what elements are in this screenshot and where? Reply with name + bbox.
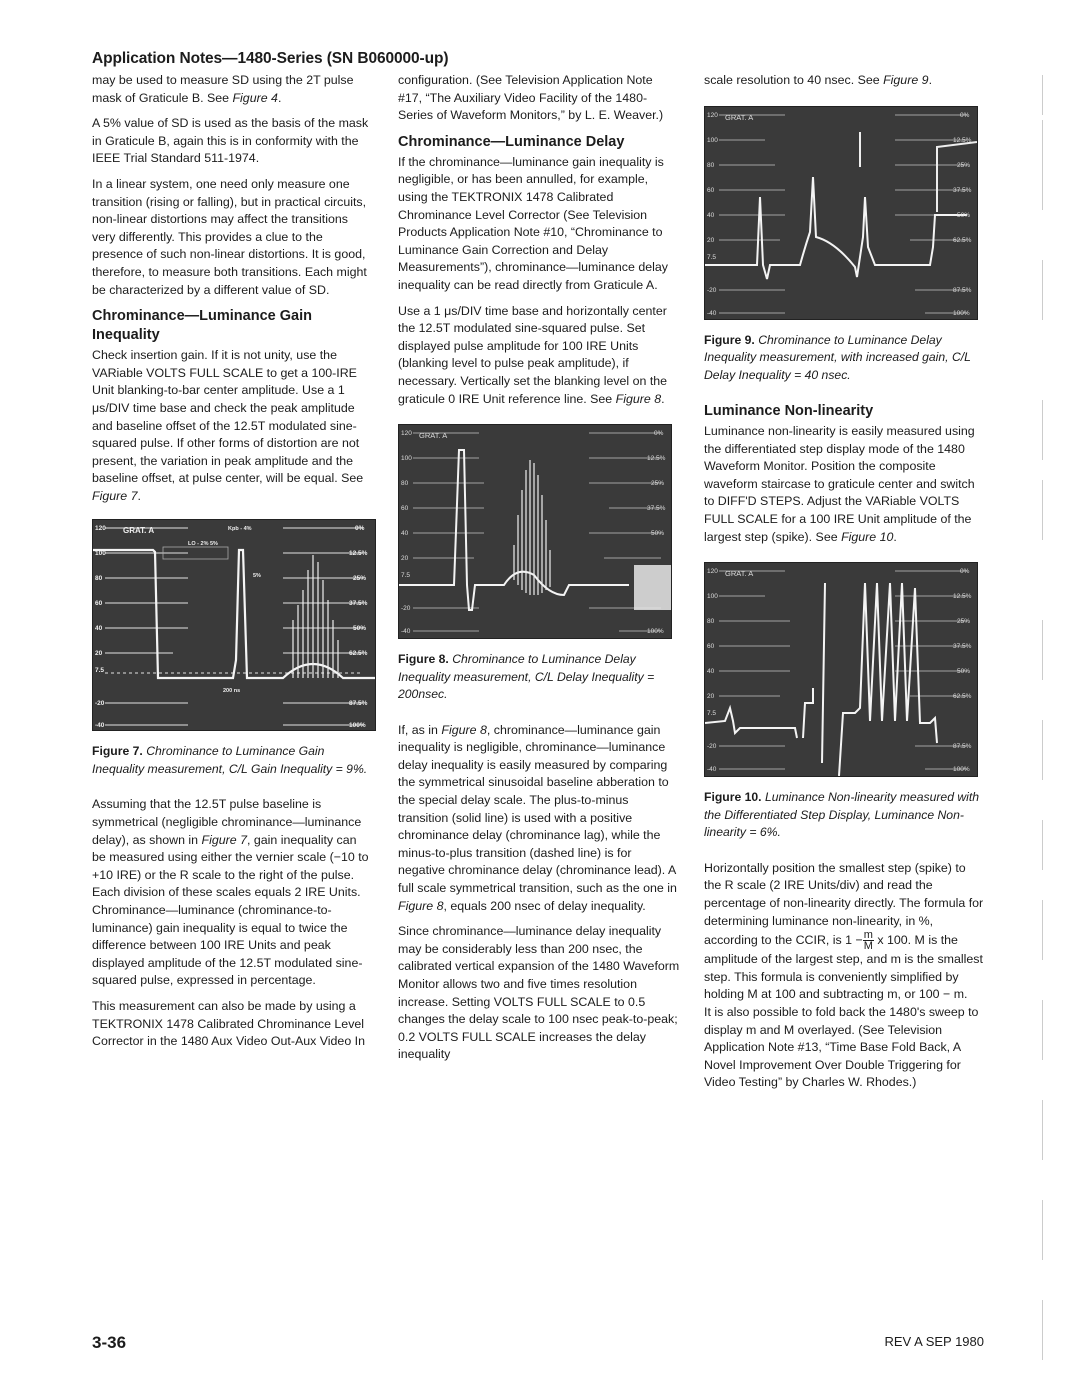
scale-label: -40 <box>95 722 105 730</box>
scale-label: 100% <box>349 722 366 730</box>
figure-9-caption: Figure 9. Chrominance to Luminance Delay Inequality measurement, with increased gain, C/L Delay Inequality = 40 nsec. <box>704 332 971 382</box>
scale-label: 12.5% <box>349 550 368 558</box>
figure-reference: Figure 10 <box>841 529 894 544</box>
fraction-m-over-M: $\frac{m}{M}$ <box>863 929 873 953</box>
scale-label: 100 <box>95 550 106 558</box>
figure-reference: Figure 7 <box>201 832 247 847</box>
scale-label: 20 <box>401 555 409 563</box>
scale-label: 60 <box>95 600 103 608</box>
scale-label: 25% <box>353 575 367 583</box>
scale-label: 80 <box>707 161 715 169</box>
scale-label: 120 <box>401 430 412 438</box>
column-2 <box>398 72 680 1072</box>
scale-label: 7.5 <box>707 253 717 261</box>
scale-label: 60 <box>401 505 409 513</box>
scale-label: 0% <box>960 568 970 576</box>
figure-reference: Figure 8 <box>441 722 487 737</box>
scale-label: 40 <box>95 625 103 633</box>
scale-label: 87.5% <box>953 286 972 294</box>
scale-label: 12.5% <box>953 593 972 601</box>
graticule-label: GRAT. A <box>123 526 155 536</box>
scale-label: 12.5% <box>953 136 972 144</box>
column-3 <box>704 72 986 1100</box>
scale-label: 7.5 <box>401 572 411 580</box>
scale-label: 60 <box>707 643 715 651</box>
figure-9-image <box>704 106 978 320</box>
page-number: 3-36 <box>92 1333 127 1352</box>
scale-label: 120 <box>95 525 106 533</box>
scale-label: 100% <box>647 628 664 636</box>
annotation: 5% <box>253 573 261 580</box>
scale-label: 62.5% <box>953 693 972 701</box>
scale-label: 87.5% <box>953 743 972 751</box>
scale-label: 50% <box>957 211 971 219</box>
paragraph: Assuming that the 12.5T pulse baseline is symmetrical (negligible chrominance—luminance delay), as shown in Figure 7, gain inequality can be measured using either the vernier scale (−10 to +10 IRE) or the R scale to the right of the pulse. Each division of these scales equals 2 IRE Units. Chrominance—luminance (chrominance-to-luminance) gain inequality is equal to twice the difference between 100 IRE Units and peak displayed amplitude of the 12.5T modulated sine-squared pulse, expressed in percentage. <box>92 797 369 988</box>
scan-margin-marks <box>1032 60 1052 1360</box>
scale-label: 80 <box>707 618 715 626</box>
paragraph: A 5% value of SD is used as the basis of the mask in Graticule B, again this is in conformity with the IEEE Trial Standard 511-1974. <box>92 116 369 166</box>
scale-label: -20 <box>707 743 717 751</box>
scale-label: 25% <box>957 618 971 626</box>
section-heading: Luminance Non-linearity <box>704 403 874 420</box>
paragraph: Use a 1 μs/DIV time base and horizontally center the 12.5T modulated sine-squared pulse. Set displayed pulse amplitude for 100 IRE Units (blanking level to pulse peak amplitude), if necessary. Vertically set the blanking level on the graticule 0 IRE Unit reference line. See Figure 8. <box>398 303 668 406</box>
paragraph: Since chrominance—luminance delay inequality may be considerably less than 200 nsec, the calibrated vertical expansion of the 1480 Waveform Monitor allows two and five times resolution increase. Setting VOLTS FULL SCALE to 0.5 changes the delay scale to 100 nsec peak-to-peak; 0.2 VOLTS FULL SCALE increases the delay inequality <box>398 924 680 1062</box>
scale-label: 62.5% <box>953 236 972 244</box>
scale-label: 7.5 <box>95 667 105 675</box>
figure-9-waveform <box>705 107 977 319</box>
scale-label: 40 <box>707 211 715 219</box>
figure-8-waveform <box>399 425 671 638</box>
column-1 <box>92 72 372 1059</box>
figure-10-waveform <box>705 563 977 776</box>
scale-label: 50% <box>651 530 665 538</box>
paragraph: configuration. (See Television Application Note #17, “The Auxiliary Video Facility of the 1480-Series of Waveform Monitors,” by L. E. Weaver.) <box>398 73 664 123</box>
figure-7-image <box>92 519 376 731</box>
figure-reference: Figure 8 <box>398 898 444 913</box>
scale-label: 100 <box>401 455 412 463</box>
scale-label: 80 <box>95 575 103 583</box>
paragraph: may be used to measure SD using the 2T pulse mask of Graticule B. See Figure 4. <box>92 73 354 105</box>
scale-label: 80 <box>401 480 409 488</box>
scale-label: 20 <box>95 650 103 658</box>
page-header: Application Notes—1480-Series (SN B060000-up) <box>92 50 449 67</box>
scale-label: -20 <box>707 286 717 294</box>
paragraph: In a linear system, one need only measure one transition (rising or falling), but in practical circuits, non-linear distortions may affect the transitions very differently. This provides a clue to the presence of such non-linear distortions. It is good, therefore, to measure both transitions. Each might be characterized by a different value of SD. <box>92 176 367 297</box>
revision-date: REV A SEP 1980 <box>884 1334 984 1349</box>
scale-label: 60 <box>707 186 715 194</box>
figure-7-waveform <box>93 520 375 730</box>
scale-label: 120 <box>707 111 718 119</box>
figure-reference: Figure 4 <box>232 90 278 105</box>
figure-reference: Figure 9 <box>883 73 929 87</box>
annotation: Kpb - 4% <box>228 526 252 533</box>
paragraph: It is also possible to fold back the 1480's sweep to display m and M overlayed. (See Television Application Note #13, “Time Base Fold Back, A Novel Improvement Over Double Triggering for Video Testing” by Charles W. Rhodes.) <box>704 1004 979 1090</box>
scale-label: 0% <box>654 430 664 438</box>
scale-label: 37.5% <box>647 505 666 513</box>
section-heading: Chrominance—Luminance Gain Inequality <box>92 308 312 344</box>
scale-label: -40 <box>401 628 411 636</box>
scale-label: 7.5 <box>707 710 717 718</box>
annotation: 200 ns <box>223 688 241 695</box>
paragraph: Horizontally position the smallest step (spike) to the R scale (2 IRE Units/div) and read the percentage of non-linearity directly. The formula for determining luminance non-linearity, in %, according to the CCIR, is 1 − $\frac{m}{M}$ x 100. M is the amplitude of the largest step, and m is the smallest step. This formula is conveniently simplified by holding M at 100 and subtracting m, or 100 − m. <box>704 860 984 1002</box>
scale-label: 50% <box>957 668 971 676</box>
scale-label: -20 <box>95 700 105 708</box>
graticule-label: GRAT. A <box>725 569 754 579</box>
scale-label: 37.5% <box>349 600 368 608</box>
scale-label: 100 <box>707 136 718 144</box>
scale-label: -40 <box>707 309 717 317</box>
scale-label: 100% <box>953 309 970 317</box>
scale-label: 87.5% <box>349 700 368 708</box>
scale-label: 25% <box>957 161 971 169</box>
section-heading: Chrominance—Luminance Delay <box>398 133 625 150</box>
figure-reference: Figure 8 <box>615 391 662 406</box>
scale-label: 40 <box>401 530 409 538</box>
graticule-label: GRAT. A <box>725 112 754 122</box>
scale-label: 20 <box>707 236 715 244</box>
scale-label: 120 <box>707 568 718 576</box>
paragraph: Check insertion gain. If it is not unity, use the VARiable VOLTS FULL SCALE to get a 100-IRE Unit blanking-to-bar center amplitude. Use a 1 μs/DIV time base and check the peak amplitude and baseline offset of the 12.5T modulated sine-squared pulse. If other forms of distortion are not present, the variation in peak amplitude and the baseline offset, at pulse center, will be equal. See Figure 7. <box>92 348 364 503</box>
scale-label: 37.5% <box>953 186 972 194</box>
scale-label: 0% <box>355 525 365 533</box>
scale-label: 40 <box>707 668 715 676</box>
scale-label: 100 <box>707 593 718 601</box>
graticule-label: GRAT. A <box>419 431 448 441</box>
scale-label: 37.5% <box>953 643 972 651</box>
scale-label: 100% <box>953 766 970 774</box>
scale-label: 20 <box>707 693 715 701</box>
figure-reference: Figure 7 <box>92 488 138 503</box>
paragraph: Luminance non-linearity is easily measured using the differentiated step display mode of the 1480 Waveform Monitor. Position the composite waveform staircase to graticule center and switch to DIFF'D STEPS. Adjust the VARiable VOLTS FULL SCALE for a 100 IRE Unit amplitude of the largest step (spike). See Figure 10. <box>704 424 975 544</box>
paragraph: scale resolution to 40 nsec. See Figure 9. <box>704 73 933 87</box>
figure-8-image <box>398 424 672 639</box>
scale-label: 0% <box>960 111 970 119</box>
scale-label: 12.5% <box>647 455 666 463</box>
scale-label: 62.5% <box>349 650 368 658</box>
figure-7-caption: Figure 7. Chrominance to Luminance Gain Inequality measurement, C/L Gain Inequality = 9%. <box>92 744 368 776</box>
paragraph: This measurement can also be made by using a TEKTRONIX 1478 Calibrated Chrominance Level Corrector in the 1480 Aux Video Out-Aux Video In <box>92 999 365 1049</box>
figure-10-image <box>704 562 978 777</box>
scale-label: -20 <box>401 605 411 613</box>
scale-label: -40 <box>707 766 717 774</box>
figure-10-caption: Figure 10. Luminance Non-linearity measured with the Differentiated Step Display, Luminance Non-linearity = 6%. <box>704 790 980 840</box>
scale-label: 25% <box>651 480 665 488</box>
figure-8-caption: Figure 8. Chrominance to Luminance Delay Inequality measurement, C/L Delay Inequality = 200nsec. <box>398 652 655 702</box>
paragraph: If the chrominance—luminance gain inequality is negligible, or has been annulled, for example, using the TEKTRONIX 1478 Calibrated Chrominance Level Corrector (See Television Products Application Note #10, “Chrominance to Luminance Gain Correction and Delay Measurements”), chrominance—luminance delay inequality can be read directly from Graticule A. <box>398 154 668 292</box>
paragraph: If, as in Figure 8, chrominance—luminance gain inequality is negligible, chrominance—luminance delay inequality is easily measured by comparing the symmetrical sinusoidal baseline abberation to the special delay scale. The plus-to-minus transition (solid line) is used with a positive chrominance delay (chrominance lag), while the minus-to-plus transition (dashed line) is for negative chrominance delay (chrominance lead). A full scale symmetrical transition, such as the one in Figure 8, equals 200 nsec of delay inequality. <box>398 722 677 913</box>
annotation: LO - 2% 5% <box>188 541 218 548</box>
scale-label: 50% <box>353 625 367 633</box>
